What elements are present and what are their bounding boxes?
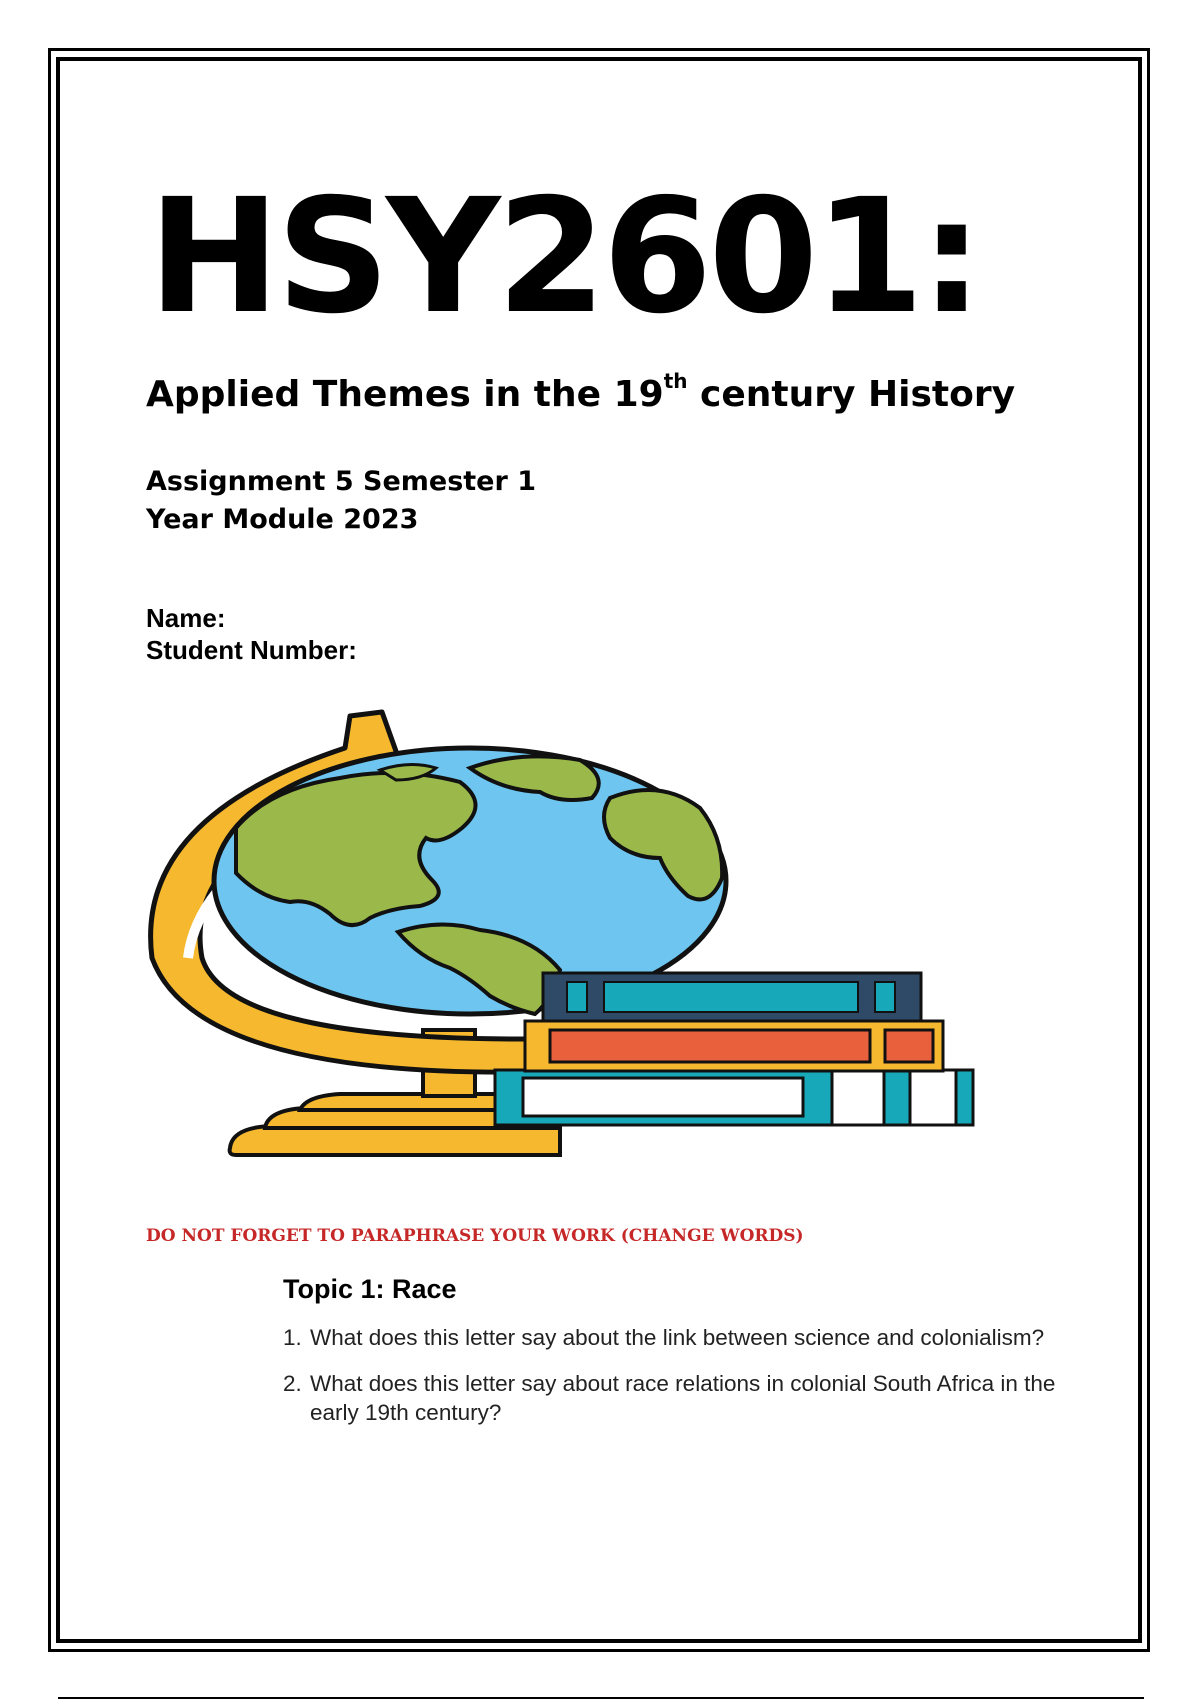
subtitle-text: Applied Themes in the 19 bbox=[146, 374, 664, 415]
subtitle-superscript: th bbox=[663, 369, 688, 393]
course-code-title: HSY2601: bbox=[148, 165, 980, 349]
globe-and-books-icon bbox=[140, 708, 1060, 1178]
question-number: 2. bbox=[283, 1371, 302, 1396]
bottom-rule bbox=[58, 1697, 1144, 1699]
paraphrase-warning: DO NOT FORGET TO PARAPHRASE YOUR WORK (CHANGE WORDS) bbox=[146, 1226, 804, 1246]
question-text: What does this letter say about race relations in colonial South Africa in the early 19th century? bbox=[310, 1371, 1056, 1425]
student-number-label: Student Number: bbox=[146, 635, 357, 665]
name-label: Name: bbox=[146, 603, 226, 633]
topic-heading: Topic 1: Race bbox=[283, 1274, 457, 1304]
question-text: What does this letter say about the link between science and colonialism? bbox=[310, 1325, 1045, 1350]
question-list bbox=[283, 1323, 1063, 1444]
course-subtitle bbox=[146, 369, 1016, 415]
question-number: 1. bbox=[283, 1325, 302, 1350]
books-stack-icon bbox=[495, 973, 973, 1125]
assignment-line: Assignment 5 Semester 1 bbox=[146, 466, 536, 497]
year-module-line: Year Module 2023 bbox=[146, 504, 419, 535]
question-item bbox=[283, 1369, 1063, 1427]
question-item bbox=[283, 1323, 1063, 1352]
subtitle-text-end: century History bbox=[687, 374, 1016, 415]
